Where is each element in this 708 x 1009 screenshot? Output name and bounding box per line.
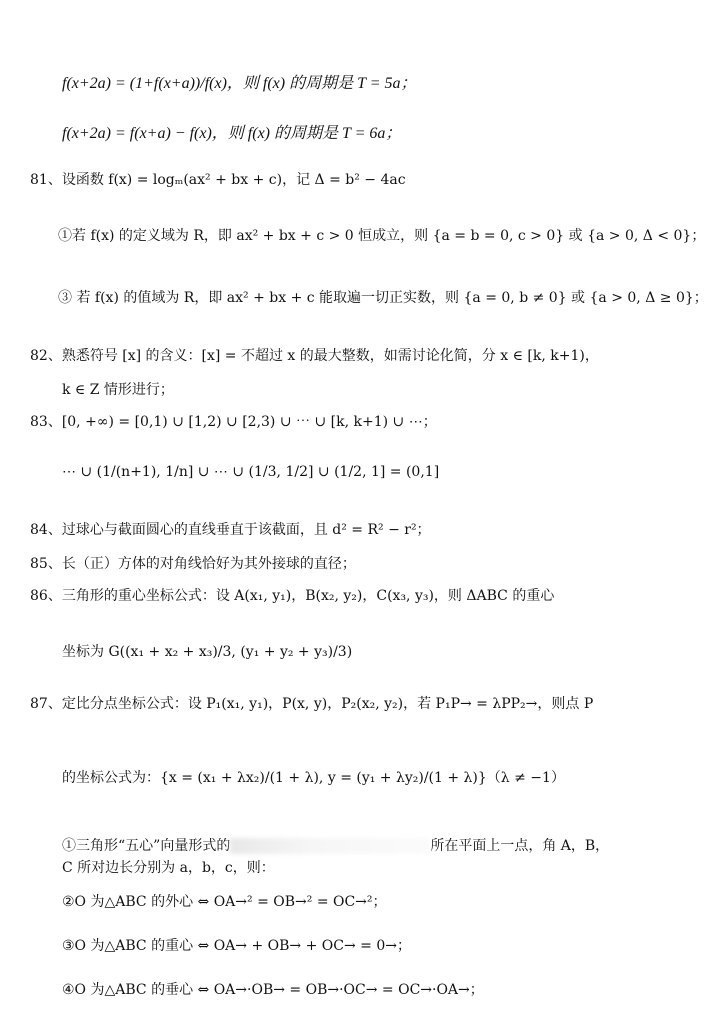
item-81-domain-case: ①若 f(x) 的定义域为 R，即 ax² + bx + c > 0 恒成立，则 {a = b = 0, c > 0} 或 {a > 0, Δ < 0}； [58, 228, 706, 244]
five-centers-intro-line2: C 所对边长分别为 a，b，c，则： [62, 860, 275, 876]
formula-period-5a: f(x+2a) = (1+f(x+a))/f(x)，则 f(x) 的周期是 T = 5a； [62, 75, 417, 92]
item-86-line1: 86、三角形的重心坐标公式：设 A(x₁, y₁)，B(x₂, y₂)，C(x₃, y₃)，则 ΔABC 的重心 [30, 588, 555, 604]
item-82-line1: 82、熟悉符号 [x] 的含义：[x] = 不超过 x 的最大整数，如需讨论化简，分 x ∈ [k, k+1)， [30, 348, 599, 364]
item-87-coordinate-formula: 的坐标公式为：{x = (x₁ + λx₂)/(1 + λ), y = (y₁ + λy₂)/(1 + λ)}（λ ≠ −1） [62, 770, 565, 786]
centroid-condition: ③O 为△ABC 的重心 ⇔ OA→ + OB→ + OC→ = 0→； [62, 938, 411, 954]
item-85: 85、长（正）方体的对角线恰好为其外接球的直径； [30, 556, 356, 572]
item-86-centroid-formula: 坐标为 G((x₁ + x₂ + x₃)/3, (y₁ + y₂ + y₃)/3) [62, 644, 353, 660]
item-82-line2: k ∈ Z 情形进行； [62, 382, 174, 398]
blurred-obscured-region [230, 838, 430, 854]
item-83-line2: ⋯ ∪ (1/(n+1), 1/n] ∪ ⋯ ∪ (1/3, 1/2] ∪ (1/2, 1] = (0,1] [62, 464, 440, 480]
five-centers-intro-text: ①三角形“五心”向量形式的 [62, 838, 231, 854]
formula-period-6a: f(x+2a) = f(x+a) − f(x)，则 f(x) 的周期是 T = 6a； [62, 125, 402, 142]
item-84: 84、过球心与截面圆心的直线垂直于该截面，且 d² = R² − r²； [30, 522, 431, 538]
item-81-heading: 81、设函数 f(x) = logₘ(ax² + bx + c)，记 Δ = b² − 4ac [30, 172, 406, 188]
item-81-range-case: ③ 若 f(x) 的值域为 R，即 ax² + bx + c 能取遍一切正实数，则 {a = 0, b ≠ 0} 或 {a > 0, Δ ≥ 0}； [58, 290, 708, 306]
orthocenter-condition: ④O 为△ABC 的垂心 ⇔ OA→·OB→ = OB→·OC→ = OC→·OA→； [62, 982, 484, 998]
circumcenter-condition: ②O 为△ABC 的外心 ⇔ OA→² = OB→² = OC→²； [62, 894, 387, 910]
five-centers-intro [62, 836, 609, 856]
five-centers-intro-tail: 所在平面上一点，角 A，B， [430, 838, 610, 854]
item-87-line1: 87、定比分点坐标公式：设 P₁(x₁, y₁)，P(x, y)，P₂(x₂, y₂)，若 P₁P→ = λPP₂→，则点 P [30, 696, 594, 712]
item-83-line1: 83、[0, +∞) = [0,1) ∪ [1,2) ∪ [2,3) ∪ ⋯ ∪ [k, k+1) ∪ ⋯； [30, 414, 437, 430]
